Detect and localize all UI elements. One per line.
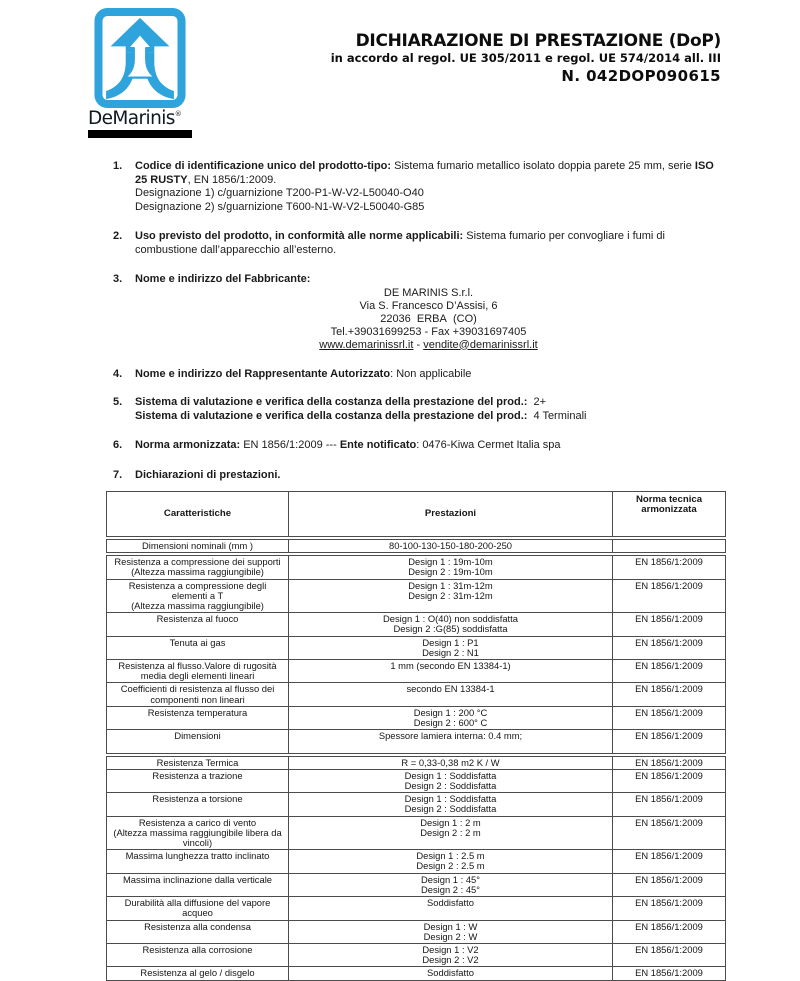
cell-line: Durabilità alla diffusione del vapore [124, 897, 271, 909]
cell-norma: EN 1856/1:2009 [613, 660, 726, 683]
table-header-row [107, 492, 726, 537]
cell-line: Resistenza temperatura [147, 706, 248, 718]
chimney-arrow-icon [88, 8, 192, 108]
cell-line: Resistenza a compressione degli [128, 579, 267, 591]
cell-caratteristica [107, 730, 289, 753]
cell-norma: EN 1856/1:2009 [613, 706, 726, 729]
logo-brand-text: DeMarinis® [88, 108, 182, 129]
cell-line: Design 2 : 31m-12m [408, 589, 493, 601]
cell-line: Dimensioni nominali (mm ) [142, 540, 253, 551]
email-link[interactable]: vendite@demarinissrl.it [423, 338, 538, 351]
document-body [113, 160, 722, 981]
cell-line: Resistenza Termica [156, 756, 239, 768]
cell-line: Resistenza a carico di vento [138, 816, 257, 828]
cell-line: elementi a T [171, 589, 224, 601]
cell-norma: EN 1856/1:2009 [613, 793, 726, 816]
cell-prestazione [289, 873, 613, 896]
cell-prestazione [289, 756, 613, 769]
cell-line: Design 2 : 600° C [413, 717, 488, 729]
cell-line: Dimensioni [174, 730, 221, 742]
cell-line: Design 2 : N1 [422, 646, 479, 658]
item-3-label: Nome e indirizzo del Fabbricante: [135, 273, 311, 285]
registered-mark: ® [174, 110, 182, 118]
cell-prestazione [289, 793, 613, 816]
item-3-manufacturer [113, 273, 722, 352]
cell-line: (Altezza massima raggiungibile libera da [113, 826, 282, 838]
table-row [107, 660, 726, 683]
table-row [107, 793, 726, 816]
cell-caratteristica [107, 850, 289, 873]
item-6-harmonized-standard [113, 439, 722, 453]
cell-caratteristica [107, 920, 289, 943]
item-number: 2. [113, 230, 123, 242]
item-5-avcp-system [113, 396, 722, 423]
cell-line: Resistenza al gelo / disgelo [140, 967, 255, 979]
cell-line: Design 2 : Soddisfatta [404, 780, 497, 792]
table-row [107, 579, 726, 613]
cell-line: Design 1 : V2 [422, 943, 479, 955]
avcp-line-2: Sistema di valutazione e verifica della costanza della prestazione del prod.: 4 Terminali [135, 409, 587, 422]
column-header-prestazioni: Prestazioni [289, 492, 613, 537]
link-separator: - [413, 338, 424, 351]
cell-line: Design 2 : 45° [421, 883, 480, 895]
cell-caratteristica [107, 897, 289, 920]
cell-line: acqueo [182, 907, 213, 919]
column-header-norma: Norma tecnica armonizzata [613, 492, 726, 537]
manufacturer-links [135, 339, 722, 352]
item-1-paragraph: Codice di identificazione unico del prodotto-tipo: Sistema fumario metallico isolato doppia parete 25 mm, serie ISO 25 RUSTY, EN 1856/1:2009. [135, 160, 714, 186]
cell-line: Design 1 : Soddisfatta [404, 769, 497, 781]
item-number: 5. [113, 396, 123, 408]
cell-prestazione [289, 579, 613, 613]
cell-norma [613, 540, 726, 553]
cell-line: Massima inclinazione dalla verticale [122, 873, 273, 885]
table-row [107, 897, 726, 920]
item-number: 4. [113, 367, 123, 380]
cell-line: Resistenza a compressione dei supporti [114, 556, 281, 568]
cell-prestazione [289, 943, 613, 966]
performance-table-body [107, 537, 726, 981]
cell-prestazione [289, 636, 613, 659]
table-row [107, 920, 726, 943]
cell-line: Resistenza al flusso.Valore di rugosità [118, 660, 277, 672]
table-row [107, 873, 726, 896]
table-row [107, 540, 726, 553]
cell-norma: EN 1856/1:2009 [613, 816, 726, 850]
cell-line: Resistenza alla condensa [144, 920, 251, 932]
cell-prestazione [289, 556, 613, 579]
cell-line: media degli elementi lineari [140, 670, 255, 682]
cell-prestazione [289, 769, 613, 792]
document-title: DICHIARAZIONE DI PRESTAZIONE (DoP) [355, 31, 721, 51]
performance-table [106, 491, 726, 981]
cell-line: Design 1 : Soddisfatta [404, 793, 497, 805]
cell-line: R = 0,33-0,38 m2 K / W [401, 756, 500, 768]
table-row [107, 816, 726, 850]
document-number: N. 042DOP090615 [561, 67, 721, 85]
cell-norma: EN 1856/1:2009 [613, 730, 726, 753]
cell-line: Spessore lamiera interna: 0.4 mm; [378, 730, 523, 742]
item-4-authorized-representative [113, 368, 722, 382]
table-row [107, 613, 726, 636]
cell-line: Resistenza alla corrosione [142, 943, 253, 955]
cell-line: Design 1 : P1 [422, 636, 479, 648]
cell-norma: EN 1856/1:2009 [613, 756, 726, 769]
cell-caratteristica [107, 873, 289, 896]
title-block [280, 31, 721, 86]
table-row [107, 556, 726, 579]
cell-norma: EN 1856/1:2009 [613, 579, 726, 613]
cell-line: Design 1 : 2 m [420, 816, 481, 828]
cell-line: componenti non lineari [150, 693, 245, 705]
table-row [107, 683, 726, 706]
cell-prestazione [289, 730, 613, 753]
manufacturer-city: 22036 ERBA (CO) [380, 312, 477, 325]
item-7-declared-performances [113, 469, 722, 483]
item-7-label: Dichiarazioni di prestazioni. [135, 468, 281, 481]
cell-line: Resistenza a trazione [152, 769, 243, 781]
cell-line: Massima lunghezza tratto inclinato [125, 850, 270, 862]
cell-line: Design 1 : W [423, 920, 478, 932]
cell-caratteristica [107, 793, 289, 816]
cell-norma: EN 1856/1:2009 [613, 613, 726, 636]
cell-caratteristica [107, 706, 289, 729]
table-row [107, 967, 726, 980]
cell-prestazione [289, 540, 613, 553]
cell-norma: EN 1856/1:2009 [613, 769, 726, 792]
designation-2: Designazione 2) s/guarnizione T600-N1-W-V2-L50040-G85 [135, 200, 425, 213]
item-number: 3. [113, 273, 123, 285]
cell-line: Resistenza al fuoco [156, 613, 239, 625]
cell-line: Design 1 : O(40) non soddisfatta [383, 613, 518, 625]
cell-line: Tenuta ai gas [169, 636, 226, 648]
table-row [107, 756, 726, 769]
cell-prestazione [289, 613, 613, 636]
cell-caratteristica [107, 636, 289, 659]
manufacturer-name: DE MARINIS S.r.l. [383, 286, 474, 299]
cell-line: Design 1 : 200 °C [413, 706, 488, 718]
cell-line [292, 741, 609, 751]
table-row [107, 769, 726, 792]
column-header-caratteristiche: Caratteristiche [107, 492, 289, 537]
cell-line: (Altezza massima raggiungibile) [131, 600, 264, 612]
cell-line: 1 mm (secondo EN 13384-1) [390, 660, 511, 672]
item-1-product-code [113, 160, 722, 214]
designation-1: Designazione 1) c/guarnizione T200-P1-W-V2-L50040-O40 [135, 187, 424, 199]
table-row [107, 730, 726, 753]
cell-line: Soddisfatto [427, 897, 474, 909]
cell-line: Design 2 : 2.5 m [416, 860, 485, 872]
cell-line: Design 2 : 2 m [420, 826, 481, 838]
cell-caratteristica [107, 816, 289, 850]
cell-line: Design 2 :G(85) soddisfatta [393, 623, 508, 635]
cell-norma: EN 1856/1:2009 [613, 556, 726, 579]
cell-norma: EN 1856/1:2009 [613, 967, 726, 980]
item-4-paragraph: Nome e indirizzo del Rappresentante Autorizzato: Non applicabile [135, 367, 472, 380]
item-2-intended-use [113, 230, 722, 257]
cell-line: Design 1 : 45° [421, 873, 480, 885]
item-6-paragraph: Norma armonizzata: EN 1856/1:2009 --- Ente notificato: 0476-Kiwa Cermet Italia spa [135, 439, 561, 451]
item-number: 1. [113, 160, 123, 172]
cell-prestazione [289, 967, 613, 980]
cell-line: Design 1 : 31m-12m [408, 579, 493, 591]
cell-line: Soddisfatto [427, 967, 474, 979]
cell-caratteristica [107, 683, 289, 706]
cell-norma: EN 1856/1:2009 [613, 636, 726, 659]
cell-norma: EN 1856/1:2009 [613, 683, 726, 706]
cell-prestazione [289, 816, 613, 850]
logo-underline-bar [88, 130, 192, 138]
cell-line: vincoli) [182, 837, 213, 849]
cell-line: Design 1 : 19m-10m [408, 556, 493, 568]
cell-prestazione [289, 660, 613, 683]
cell-line: Coefficienti di resistenza al flusso dei [120, 683, 275, 695]
cell-caratteristica [107, 556, 289, 579]
cell-norma: EN 1856/1:2009 [613, 873, 726, 896]
cell-norma: EN 1856/1:2009 [613, 943, 726, 966]
table-row [107, 850, 726, 873]
cell-line: 80-100-130-150-180-200-250 [388, 540, 512, 551]
cell-prestazione [289, 683, 613, 706]
cell-caratteristica [107, 769, 289, 792]
cell-norma: EN 1856/1:2009 [613, 920, 726, 943]
cell-line: Design 2 : V2 [422, 954, 479, 966]
cell-caratteristica [107, 967, 289, 980]
cell-prestazione [289, 706, 613, 729]
table-row [107, 943, 726, 966]
cell-norma: EN 1856/1:2009 [613, 897, 726, 920]
document-subtitle: in accordo al regol. UE 305/2011 e regol. UE 574/2014 all. III [330, 51, 721, 65]
cell-prestazione [289, 850, 613, 873]
item-number: 6. [113, 439, 123, 451]
cell-caratteristica [107, 660, 289, 683]
cell-line: Design 2 : Soddisfatta [404, 803, 497, 815]
table-row [107, 706, 726, 729]
demarinis-logo [88, 8, 192, 138]
item-2-paragraph: Uso previsto del prodotto, in conformità alle norme applicabili: Sistema fumario per convogliare i fumi di combustione dall’apparecchio all’esterno. [135, 230, 665, 256]
cell-prestazione [289, 920, 613, 943]
cell-line: (Altezza massima raggiungibile) [131, 566, 264, 578]
cell-line: Design 2 : W [423, 930, 478, 942]
item-number: 7. [113, 468, 123, 481]
cell-caratteristica [107, 540, 289, 553]
cell-caratteristica [107, 613, 289, 636]
cell-line: Design 1 : 2.5 m [416, 850, 485, 862]
avcp-line-1: Sistema di valutazione e verifica della costanza della prestazione del prod.: 2+ [135, 396, 547, 408]
cell-line: Resistenza a torsione [152, 793, 243, 805]
cell-prestazione [289, 897, 613, 920]
cell-line: secondo EN 13384-1 [406, 683, 495, 695]
cell-line: Design 2 : 19m-10m [408, 566, 493, 578]
cell-caratteristica [107, 756, 289, 769]
manufacturer-phone-fax: Tel.+39031699253 - Fax +39031697405 [330, 325, 527, 338]
manufacturer-street: Via S. Francesco D’Assisi, 6 [359, 299, 498, 312]
website-link[interactable]: www.demarinissrl.it [319, 338, 414, 351]
cell-caratteristica [107, 943, 289, 966]
cell-caratteristica [107, 579, 289, 613]
table-row [107, 636, 726, 659]
cell-norma: EN 1856/1:2009 [613, 850, 726, 873]
